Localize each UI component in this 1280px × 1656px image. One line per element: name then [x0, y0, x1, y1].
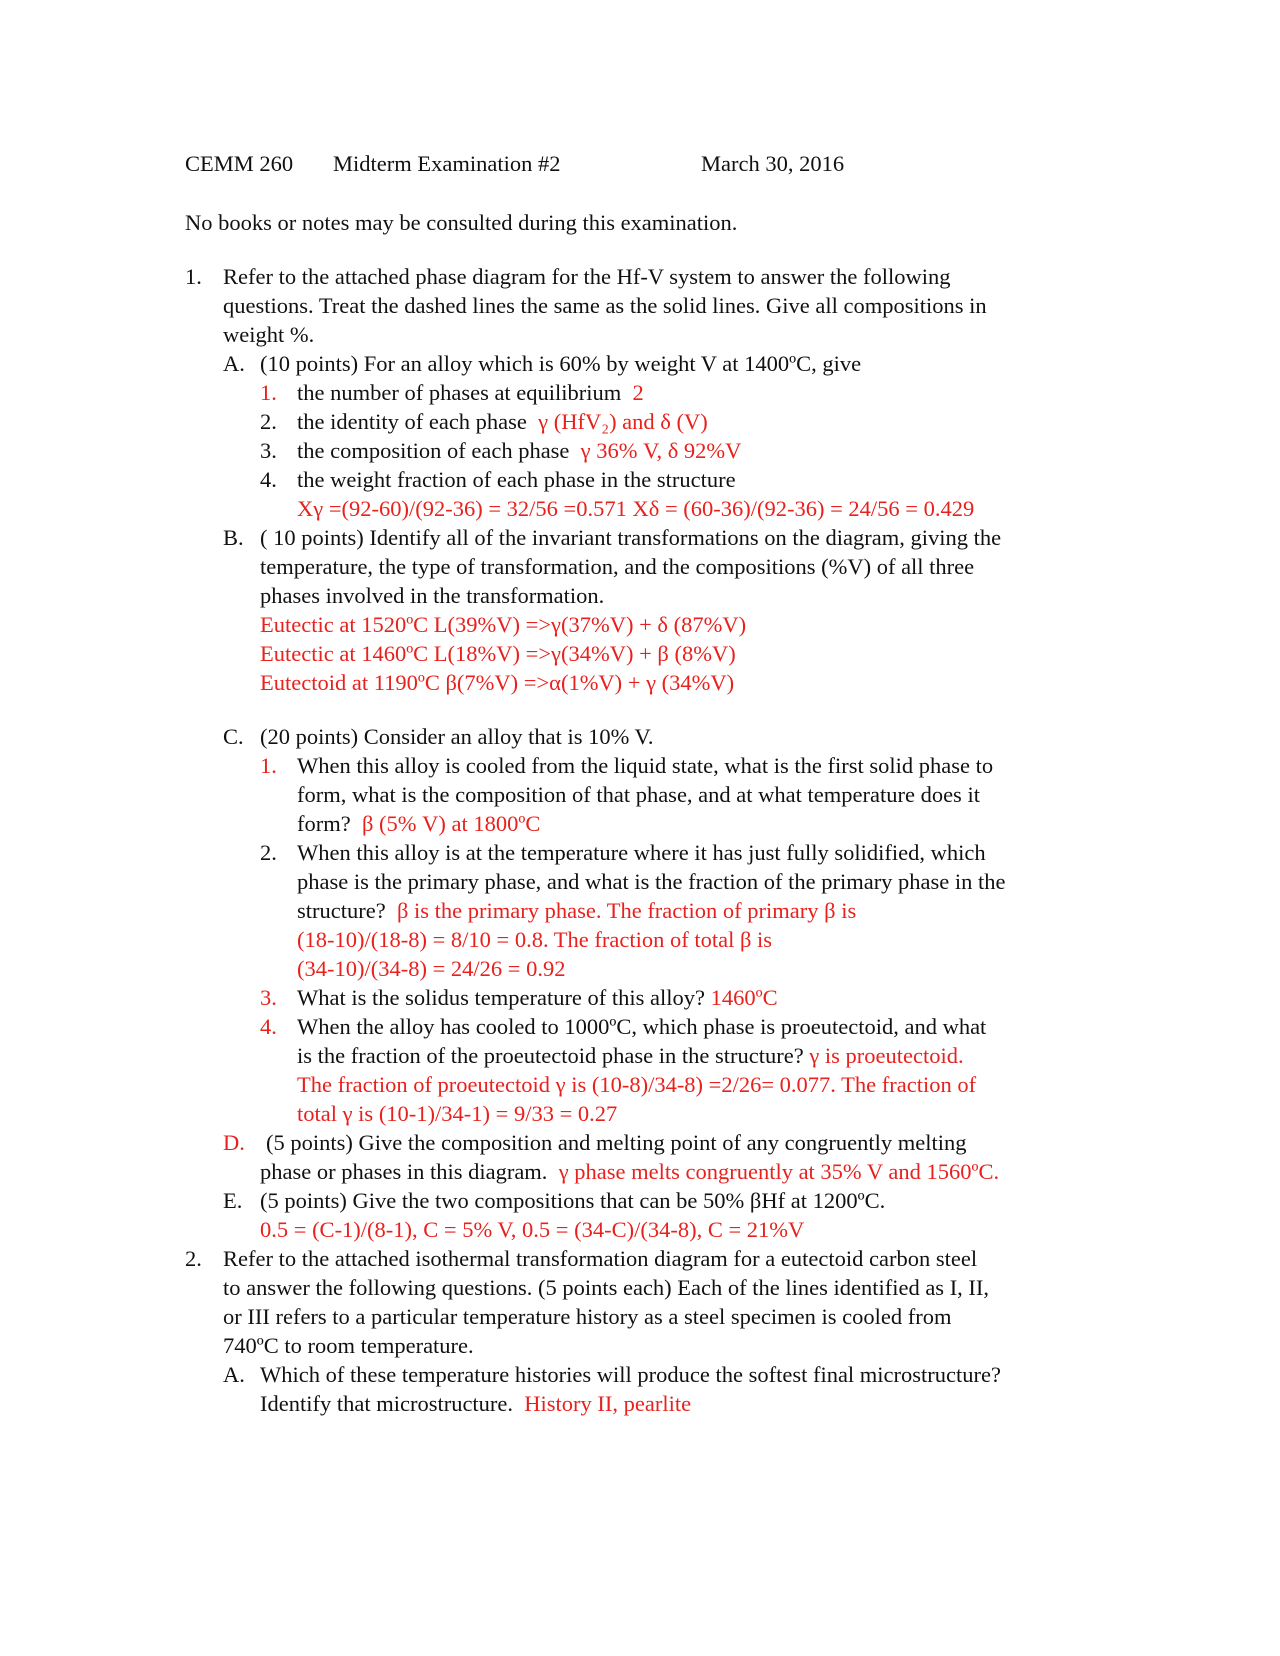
instructions: No books or notes may be consulted during this examination.: [185, 210, 738, 235]
list-item: [260, 983, 1085, 1012]
part-text: phase or phases in this diagram.: [260, 1159, 548, 1184]
part-text: (20 points) Consider an alloy that is 10% V.: [260, 724, 654, 749]
answer: 1460ºC: [710, 985, 778, 1010]
item-text: the weight fraction of each phase in the structure: [297, 467, 736, 492]
item-text: structure?: [297, 898, 386, 923]
item-text: form, what is the composition of that phase, and at what temperature does it: [297, 782, 980, 807]
item-number: 4.: [260, 1014, 277, 1039]
part-text: (5 points) Give the composition and melting point of any congruently melting: [266, 1130, 967, 1155]
question-text-line: or III refers to a particular temperature history as a steel specimen is cooled from: [223, 1304, 952, 1329]
question-text-line: Refer to the attached phase diagram for the Hf-V system to answer the following: [223, 264, 951, 289]
part-b: [223, 523, 1085, 697]
answer: 2: [632, 380, 644, 405]
question-2: [185, 1244, 1085, 1418]
exam-title: Midterm Examination #2: [333, 151, 561, 176]
question-text-line: questions. Treat the dashed lines the same as the solid lines. Give all compositions in: [223, 293, 987, 318]
part-text: Which of these temperature histories will produce the softest final microstructure?: [260, 1362, 1001, 1387]
question-text-line: Refer to the attached isothermal transformation diagram for a eutectoid carbon steel: [223, 1246, 978, 1271]
answer: Eutectic at 1460ºC L(18%V) =>γ(34%V) + β (8%V): [260, 641, 736, 666]
part-label: B.: [223, 525, 244, 550]
item-text: When this alloy is cooled from the liquid state, what is the first solid phase to: [297, 753, 994, 778]
part-text: phases involved in the transformation.: [260, 583, 605, 608]
part-c: [223, 722, 1085, 1128]
item-text: What is the solidus temperature of this alloy?: [297, 985, 706, 1010]
answer: β (5% V) at 1800ºC: [361, 811, 541, 836]
answer: Eutectoid at 1190ºC β(7%V) =>α(1%V) + γ (34%V): [260, 670, 735, 695]
part-text: (5 points) Give the two compositions that can be 50% βHf at 1200ºC.: [260, 1188, 886, 1213]
part-a: [223, 1360, 1085, 1418]
item-text: the number of phases at equilibrium: [297, 380, 622, 405]
part-text: Identify that microstructure.: [260, 1391, 514, 1416]
item-number: 4.: [260, 467, 277, 492]
item-number: 3.: [260, 438, 277, 463]
course-code: CEMM 260: [185, 151, 294, 176]
question-1: [185, 262, 1085, 1244]
question-number: 1.: [185, 264, 202, 289]
answer: γ is proeutectoid.: [809, 1043, 964, 1068]
item-text: When the alloy has cooled to 1000ºC, which phase is proeutectoid, and what: [297, 1014, 987, 1039]
list-item: [260, 407, 1085, 436]
item-number: 3.: [260, 985, 277, 1010]
answer: Xγ =(92-60)/(92-36) = 32/56 =0.571 Xδ = (60-36)/(92-36) = 24/56 = 0.429: [297, 496, 975, 521]
answer: β is the primary phase. The fraction of primary β is: [396, 898, 857, 923]
list-item: [260, 436, 1085, 465]
item-text: phase is the primary phase, and what is the fraction of the primary phase in the: [297, 869, 1006, 894]
part-text: ( 10 points) Identify all of the invariant transformations on the diagram, giving the: [260, 525, 1002, 550]
item-text: the composition of each phase: [297, 438, 570, 463]
answer: The fraction of proeutectoid γ is (10-8)/34-8) =2/26= 0.077. The fraction of: [297, 1072, 977, 1097]
answer: γ phase melts congruently at 35% V and 1560ºC.: [558, 1159, 1000, 1184]
answer: total γ is (10-1)/34-1) = 9/33 = 0.27: [297, 1101, 618, 1126]
item-number: 1.: [260, 380, 277, 405]
part-label: C.: [223, 724, 244, 749]
answer: γ 36% V, δ 92%V: [580, 438, 742, 463]
list-item: [260, 465, 1085, 523]
list-item: [260, 838, 1085, 983]
exam-date: March 30, 2016: [701, 151, 845, 176]
answer: γ (HfV₂) and δ (V): [538, 409, 708, 434]
part-label: A.: [223, 1362, 245, 1387]
item-text: form?: [297, 811, 351, 836]
part-label: D.: [223, 1130, 245, 1155]
list-item: [260, 1012, 1085, 1128]
part-text: temperature, the type of transformation, and the compositions (%V) of all three: [260, 554, 975, 579]
item-text: the identity of each phase: [297, 409, 527, 434]
part-label: A.: [223, 351, 245, 376]
answer: (18-10)/(18-8) = 8/10 = 0.8. The fraction of total β is: [297, 927, 773, 952]
answer: History II, pearlite: [524, 1391, 692, 1416]
part-a: [223, 349, 1085, 523]
question-text-line: weight %.: [223, 322, 315, 347]
item-number: 2.: [260, 409, 277, 434]
part-label: E.: [223, 1188, 243, 1213]
answer: 0.5 = (C-1)/(8-1), C = 5% V, 0.5 = (34-C)/(34-8), C = 21%V: [260, 1217, 805, 1242]
item-text: is the fraction of the proeutectoid phase in the structure?: [297, 1043, 804, 1068]
list-item: [260, 751, 1085, 838]
item-text: When this alloy is at the temperature where it has just fully solidified, which: [297, 840, 986, 865]
question-text-line: 740ºC to room temperature.: [223, 1333, 474, 1358]
part-d: [223, 1128, 1085, 1186]
list-item: [260, 378, 1085, 407]
part-text: (10 points) For an alloy which is 60% by weight V at 1400ºC, give: [260, 351, 862, 376]
item-number: 1.: [260, 753, 277, 778]
answer: Eutectic at 1520ºC L(39%V) =>γ(37%V) + δ (87%V): [260, 612, 747, 637]
part-e: [223, 1186, 1085, 1244]
item-number: 2.: [260, 840, 277, 865]
question-text-line: to answer the following questions. (5 points each) Each of the lines identified as I, II,: [223, 1275, 990, 1300]
answer: (34-10)/(34-8) = 24/26 = 0.92: [297, 956, 566, 981]
question-number: 2.: [185, 1246, 202, 1271]
